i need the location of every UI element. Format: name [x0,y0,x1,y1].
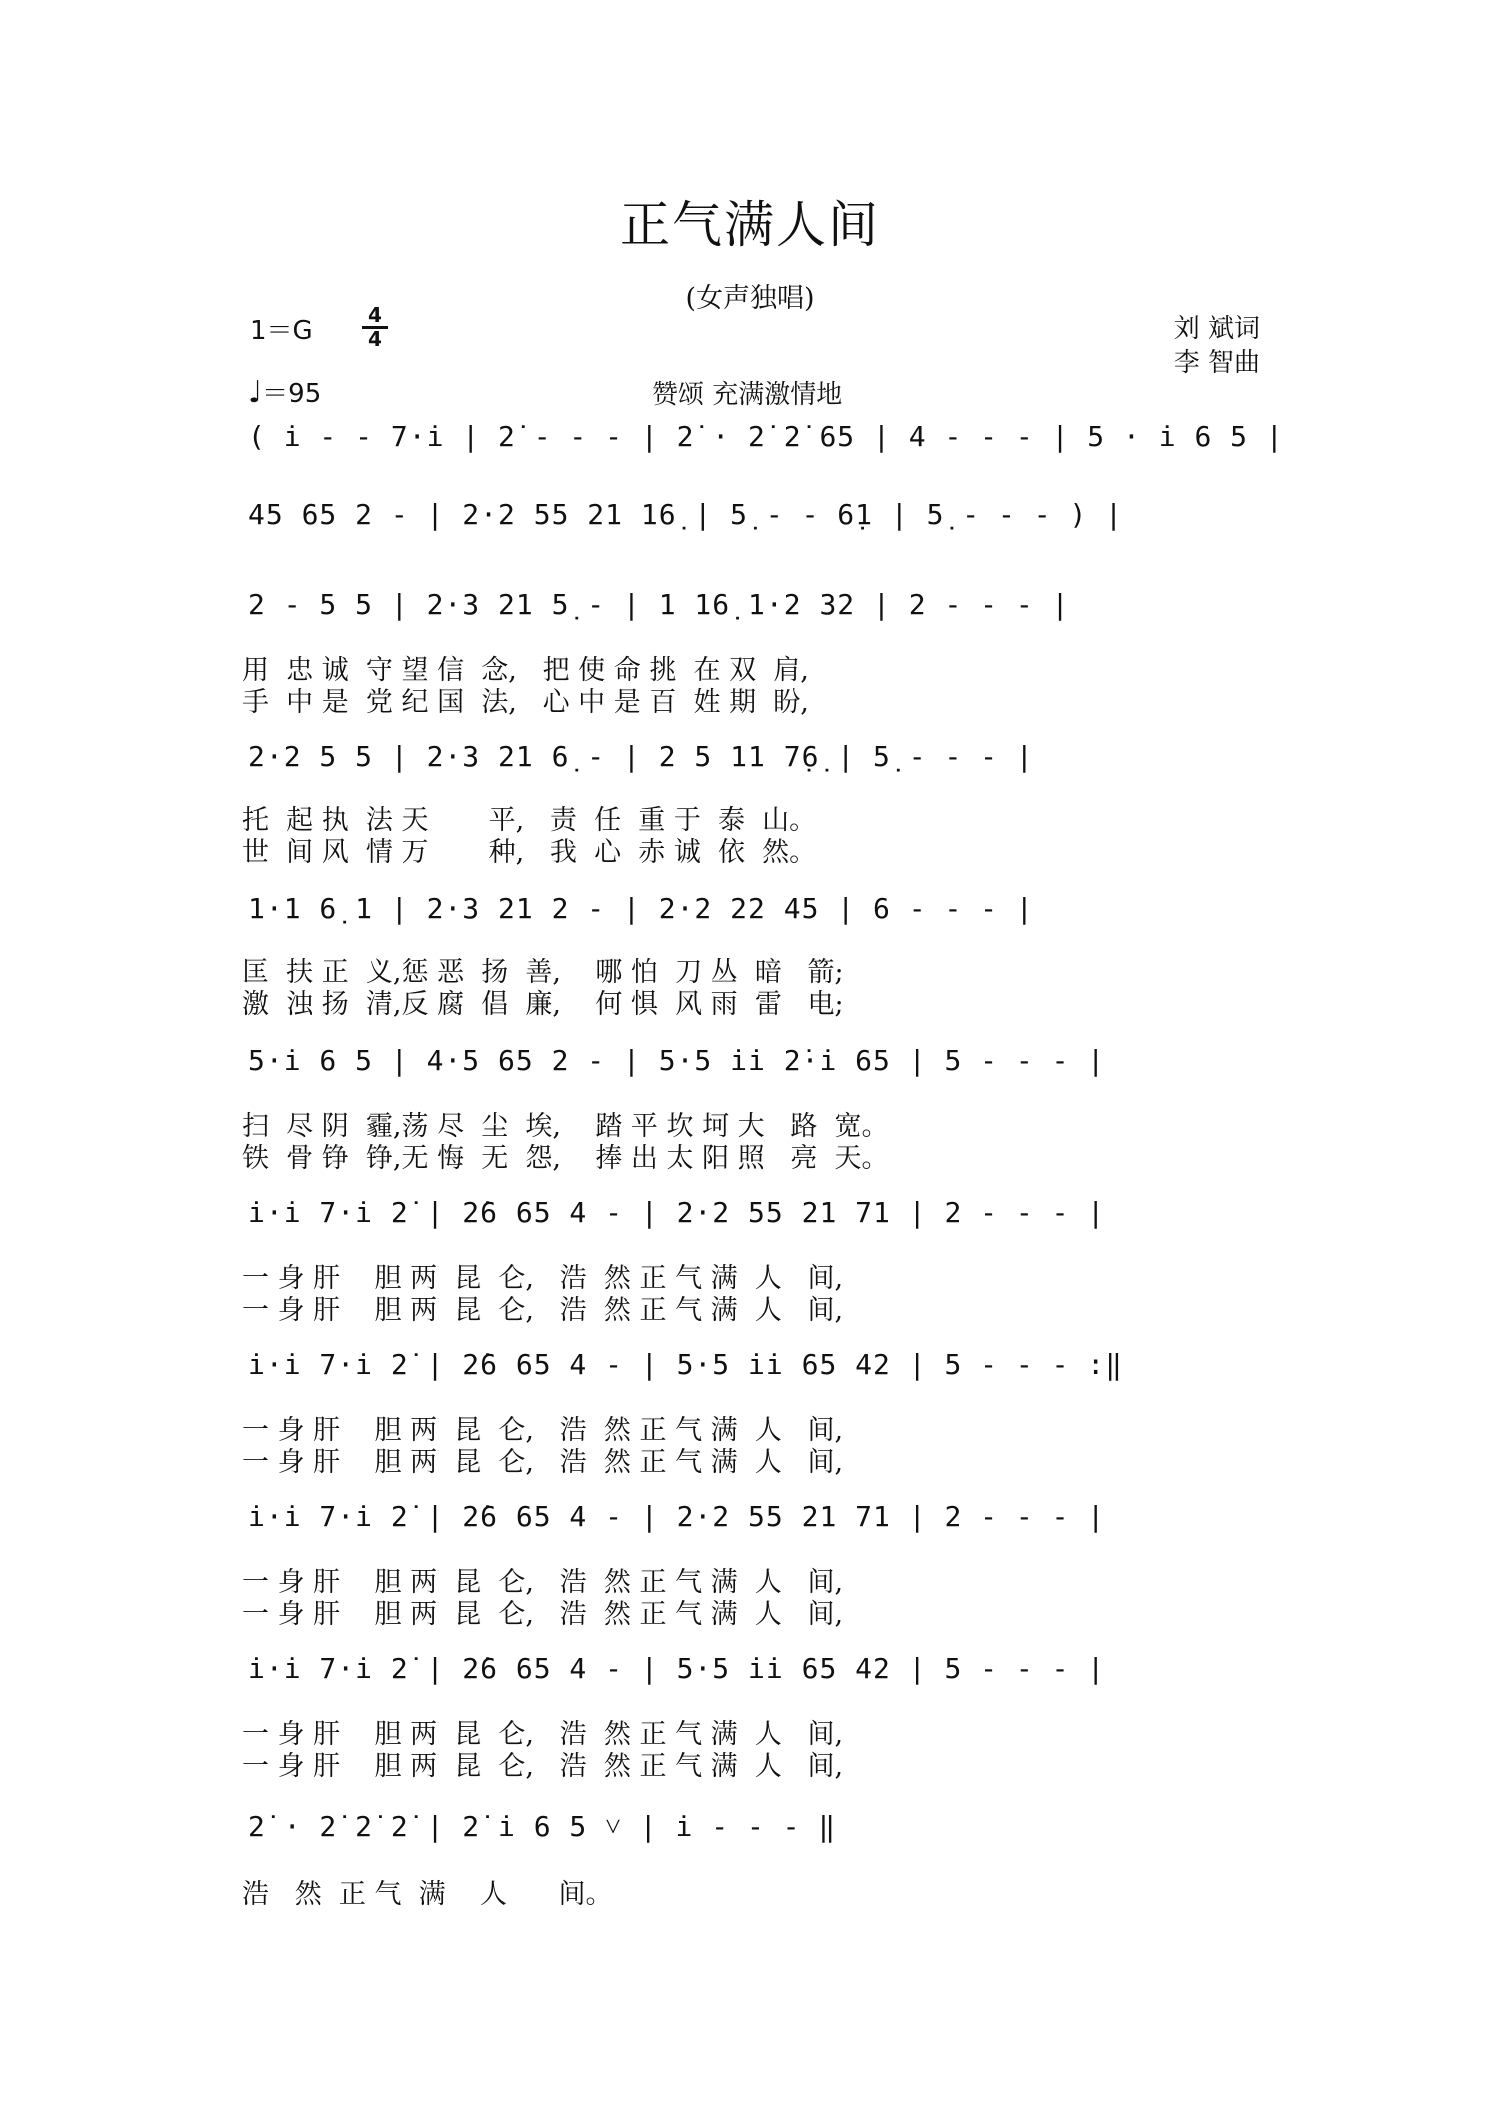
score-line-6: 5·i̇ 6 5 | 4·5 65 2 - | 5·5 i̇i̇ 2̇·i̇ 65 | 5 - - - | [248,1044,1106,1077]
time-signature-bottom: 4 [368,327,382,351]
expression-marking: 赞颂 充满激情地 [652,380,843,410]
lyric-line-10a: 一 身 肝 胆 两 昆 仑, 浩 然 正 气 满 人 间, [242,1719,844,1750]
time-signature [362,303,388,351]
song-title: 正气满人间 [620,196,880,254]
score-line-11: 2̇ · 2̇ 2̇ 2̇ | 2̇ i̇ 6 5 ˅ | i̇ - - - ‖ [248,1810,837,1843]
lyric-line-7a: 一 身 肝 胆 两 昆 仑, 浩 然 正 气 满 人 间, [242,1263,844,1294]
score-line-4: 2·2 5 5 | 2·3 21 6̣ - | 2 5 11 7̣6̣ | 5̣ - - - | [248,740,1034,773]
quarter-note-icon: ♩ [248,375,263,410]
lyric-line-8a: 一 身 肝 胆 两 昆 仑, 浩 然 正 气 满 人 间, [242,1415,844,1446]
lyric-line-6a: 扫 尽 阴 霾,荡 尽 尘 埃, 踏 平 坎 坷 大 路 宽。 [242,1111,889,1142]
lyric-line-8b: 一 身 肝 胆 两 昆 仑, 浩 然 正 气 满 人 间, [242,1447,844,1478]
score-line-2: 45 65 2 - | 2·2 55 21 16̣ | 5̣ - - 6̣1 | 5̣ - - - ) | [248,498,1124,531]
score-line-10: i̇·i̇ 7·i̇ 2̇ | 2̇6 65 4 - | 5·5 i̇i̇ 65 42 | 5 - - - | [248,1652,1106,1685]
song-subtitle: (女声独唱) [685,283,815,314]
lyric-line-9b: 一 身 肝 胆 两 昆 仑, 浩 然 正 气 满 人 间, [242,1599,844,1630]
lyric-line-3b: 手 中 是 党 纪 国 法, 心 中 是 百 姓 期 盼, [242,687,809,718]
tempo-marking [248,373,321,410]
lyric-line-11a: 浩 然 正 气 满 人 间。 [242,1879,613,1910]
lyric-line-5b: 激 浊 扬 清,反 腐 倡 廉, 何 惧 风 雨 雷 电; [242,989,844,1020]
time-signature-top: 4 [368,303,382,327]
lyric-line-10b: 一 身 肝 胆 两 昆 仑, 浩 然 正 气 满 人 间, [242,1751,844,1782]
tempo-value: ＝95 [262,379,322,409]
lyric-line-5a: 匡 扶 正 义,惩 恶 扬 善, 哪 怕 刀 丛 暗 箭; [242,957,844,988]
lyric-line-6b: 铁 骨 铮 铮,无 悔 无 怨, 捧 出 太 阳 照 亮 天。 [242,1143,889,1174]
score-line-7: i̇·i̇ 7·i̇ 2̇ | 2̇6 65 4 - | 2·2 55 21 71 | 2 - - - | [248,1196,1106,1229]
score-line-3: 2 - 5 5 | 2·3 21 5̣ - | 1 16̣ 1·2 32 | 2 - - - | [248,588,1070,621]
lyricist-credit: 刘 斌词 [1173,314,1260,344]
lyric-line-4a: 托 起 执 法 天 平, 责 任 重 于 泰 山。 [242,805,817,836]
score-line-5: 1·1 6̣ 1 | 2·3 21 2 - | 2·2 22 45 | 6 - - - | [248,892,1034,925]
key-signature: 1＝G [250,316,313,346]
composer-credit: 李 智曲 [1173,348,1260,378]
lyric-line-4b: 世 间 风 情 万 种, 我 心 赤 诚 依 然。 [242,837,817,868]
lyric-line-7b: 一 身 肝 胆 两 昆 仑, 浩 然 正 气 满 人 间, [242,1295,844,1326]
score-line-9: i̇·i̇ 7·i̇ 2̇ | 2̇6 65 4 - | 2·2 55 21 71 | 2 - - - | [248,1500,1106,1533]
score-line-8: i̇·i̇ 7·i̇ 2̇ | 2̇6 65 4 - | 5·5 i̇i̇ 65 42 | 5 - - - :‖ [248,1348,1124,1381]
score-line-1: ( i̇ - - 7·i̇ | 2̇ - - - | 2̇ · 2̇ 2̇ 65 | 4 - - - | 5 · i̇ 6 5 | [248,420,1284,453]
lyric-line-9a: 一 身 肝 胆 两 昆 仑, 浩 然 正 气 满 人 间, [242,1567,844,1598]
lyric-line-3a: 用 忠 诚 守 望 信 念, 把 使 命 挑 在 双 肩, [242,655,809,686]
